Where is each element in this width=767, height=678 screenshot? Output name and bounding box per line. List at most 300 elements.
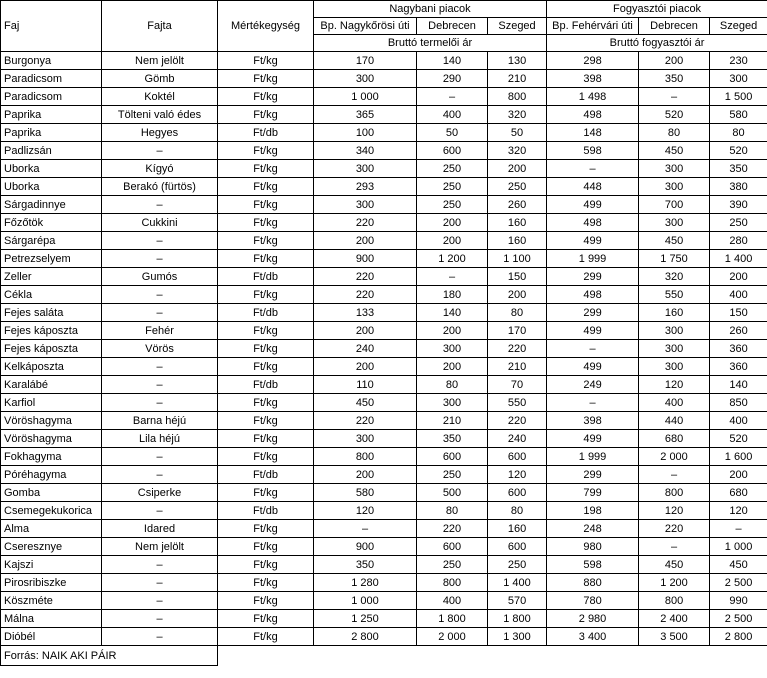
cell-unit: Ft/kg — [218, 178, 314, 196]
cell-unit: Ft/kg — [218, 610, 314, 628]
table-row — [1, 466, 767, 484]
cell-wholesale-bp: 293 — [314, 178, 417, 196]
cell-unit: Ft/db — [218, 502, 314, 520]
cell-consumer-szeged: 2 500 — [710, 574, 767, 592]
header-faj: Faj — [1, 1, 102, 52]
cell-wholesale-bp: 300 — [314, 196, 417, 214]
cell-wholesale-bp: 220 — [314, 286, 417, 304]
cell-faj: Fejes saláta — [1, 304, 102, 322]
cell-wholesale-szeged: 1 300 — [488, 628, 547, 646]
cell-wholesale-debrecen: 200 — [417, 358, 488, 376]
cell-wholesale-szeged: 550 — [488, 394, 547, 412]
cell-unit: Ft/kg — [218, 592, 314, 610]
cell-faj: Paprika — [1, 124, 102, 142]
cell-consumer-szeged: 230 — [710, 52, 767, 70]
cell-faj: Paprika — [1, 106, 102, 124]
cell-wholesale-debrecen: 500 — [417, 484, 488, 502]
cell-consumer-debrecen: 300 — [639, 214, 710, 232]
cell-consumer-bp: – — [547, 394, 639, 412]
cell-consumer-szeged: 520 — [710, 430, 767, 448]
cell-consumer-debrecen: 700 — [639, 196, 710, 214]
cell-consumer-bp: 1 999 — [547, 448, 639, 466]
cell-faj: Málna — [1, 610, 102, 628]
cell-wholesale-bp: 170 — [314, 52, 417, 70]
cell-wholesale-debrecen: 400 — [417, 106, 488, 124]
cell-consumer-debrecen: 2 400 — [639, 610, 710, 628]
cell-faj: Padlizsán — [1, 142, 102, 160]
cell-wholesale-bp: 220 — [314, 268, 417, 286]
cell-consumer-bp: 498 — [547, 286, 639, 304]
cell-consumer-bp: 299 — [547, 268, 639, 286]
cell-consumer-bp: 780 — [547, 592, 639, 610]
cell-unit: Ft/kg — [218, 628, 314, 646]
cell-wholesale-szeged: 220 — [488, 412, 547, 430]
cell-consumer-szeged: 80 — [710, 124, 767, 142]
table-row — [1, 574, 767, 592]
header-consumer-group: Fogyasztói piacok — [547, 1, 767, 18]
cell-fajta: Cukkini — [102, 214, 218, 232]
cell-wholesale-debrecen: 250 — [417, 178, 488, 196]
footer-blank — [218, 646, 767, 666]
cell-consumer-szeged: 1 000 — [710, 538, 767, 556]
cell-consumer-bp: 1 498 — [547, 88, 639, 106]
cell-faj: Kelkáposzta — [1, 358, 102, 376]
cell-unit: Ft/db — [218, 466, 314, 484]
cell-consumer-szeged: 400 — [710, 286, 767, 304]
table-row — [1, 160, 767, 178]
cell-fajta: – — [102, 574, 218, 592]
cell-fajta: Csiperke — [102, 484, 218, 502]
cell-consumer-debrecen: 300 — [639, 358, 710, 376]
cell-consumer-szeged: 150 — [710, 304, 767, 322]
table-row — [1, 484, 767, 502]
cell-consumer-debrecen: 300 — [639, 160, 710, 178]
cell-wholesale-szeged: 160 — [488, 214, 547, 232]
cell-consumer-bp: 499 — [547, 358, 639, 376]
cell-consumer-szeged: 1 600 — [710, 448, 767, 466]
cell-consumer-bp: 299 — [547, 466, 639, 484]
cell-fajta: – — [102, 556, 218, 574]
cell-faj: Burgonya — [1, 52, 102, 70]
table-row — [1, 178, 767, 196]
cell-consumer-debrecen: 1 750 — [639, 250, 710, 268]
cell-wholesale-debrecen: 250 — [417, 556, 488, 574]
cell-wholesale-debrecen: 600 — [417, 448, 488, 466]
table-row — [1, 196, 767, 214]
cell-wholesale-szeged: 250 — [488, 178, 547, 196]
table-row — [1, 628, 767, 646]
cell-wholesale-debrecen: 180 — [417, 286, 488, 304]
cell-faj: Karfiol — [1, 394, 102, 412]
cell-consumer-debrecen: 120 — [639, 376, 710, 394]
table-row — [1, 304, 767, 322]
cell-consumer-debrecen: 300 — [639, 178, 710, 196]
cell-fajta: – — [102, 232, 218, 250]
cell-faj: Cékla — [1, 286, 102, 304]
cell-wholesale-szeged: 600 — [488, 484, 547, 502]
cell-faj: Sárgarépa — [1, 232, 102, 250]
cell-consumer-debrecen: 300 — [639, 322, 710, 340]
cell-wholesale-szeged: 200 — [488, 286, 547, 304]
cell-wholesale-debrecen: 290 — [417, 70, 488, 88]
cell-wholesale-debrecen: 800 — [417, 574, 488, 592]
cell-wholesale-szeged: 200 — [488, 160, 547, 178]
cell-consumer-bp: 880 — [547, 574, 639, 592]
cell-wholesale-bp: 110 — [314, 376, 417, 394]
cell-wholesale-bp: 350 — [314, 556, 417, 574]
cell-unit: Ft/kg — [218, 520, 314, 538]
table-row — [1, 430, 767, 448]
cell-wholesale-bp: 200 — [314, 466, 417, 484]
cell-faj: Köszméte — [1, 592, 102, 610]
cell-wholesale-szeged: 160 — [488, 520, 547, 538]
cell-unit: Ft/db — [218, 124, 314, 142]
cell-unit: Ft/kg — [218, 160, 314, 178]
cell-consumer-szeged: 520 — [710, 142, 767, 160]
cell-consumer-debrecen: – — [639, 538, 710, 556]
cell-consumer-bp: 198 — [547, 502, 639, 520]
cell-consumer-szeged: 300 — [710, 70, 767, 88]
cell-consumer-bp: 249 — [547, 376, 639, 394]
header-wholesale-col: Bp. Nagykőrösi úti — [314, 18, 417, 35]
table-row — [1, 52, 767, 70]
cell-consumer-debrecen: 120 — [639, 502, 710, 520]
cell-unit: Ft/kg — [218, 88, 314, 106]
cell-wholesale-szeged: 150 — [488, 268, 547, 286]
table-row — [1, 214, 767, 232]
cell-faj: Uborka — [1, 160, 102, 178]
cell-faj: Póréhagyma — [1, 466, 102, 484]
cell-wholesale-bp: 1 000 — [314, 88, 417, 106]
cell-wholesale-szeged: 1 800 — [488, 610, 547, 628]
cell-wholesale-debrecen: 220 — [417, 520, 488, 538]
table-row — [1, 448, 767, 466]
cell-wholesale-bp: 2 800 — [314, 628, 417, 646]
cell-wholesale-bp: 200 — [314, 358, 417, 376]
cell-wholesale-szeged: 80 — [488, 502, 547, 520]
cell-wholesale-bp: 1 280 — [314, 574, 417, 592]
table-row — [1, 268, 767, 286]
cell-consumer-bp: – — [547, 160, 639, 178]
cell-wholesale-debrecen: 600 — [417, 142, 488, 160]
cell-fajta: – — [102, 250, 218, 268]
cell-wholesale-bp: 200 — [314, 232, 417, 250]
cell-faj: Fejes káposzta — [1, 340, 102, 358]
cell-consumer-szeged: 580 — [710, 106, 767, 124]
cell-faj: Cseresznye — [1, 538, 102, 556]
cell-wholesale-szeged: 260 — [488, 196, 547, 214]
cell-unit: Ft/kg — [218, 142, 314, 160]
table-row — [1, 538, 767, 556]
cell-consumer-debrecen: 450 — [639, 232, 710, 250]
table-row — [1, 520, 767, 538]
cell-unit: Ft/kg — [218, 286, 314, 304]
cell-faj: Karalábé — [1, 376, 102, 394]
cell-consumer-szeged: 1 500 — [710, 88, 767, 106]
cell-wholesale-debrecen: 200 — [417, 322, 488, 340]
cell-consumer-szeged: 380 — [710, 178, 767, 196]
cell-wholesale-debrecen: 400 — [417, 592, 488, 610]
cell-faj: Fokhagyma — [1, 448, 102, 466]
cell-consumer-debrecen: 1 200 — [639, 574, 710, 592]
cell-consumer-bp: 980 — [547, 538, 639, 556]
cell-consumer-debrecen: 440 — [639, 412, 710, 430]
cell-wholesale-szeged: 570 — [488, 592, 547, 610]
cell-fajta: Nem jelölt — [102, 538, 218, 556]
cell-wholesale-bp: 220 — [314, 214, 417, 232]
cell-consumer-bp: 499 — [547, 322, 639, 340]
cell-fajta: – — [102, 286, 218, 304]
cell-unit: Ft/kg — [218, 322, 314, 340]
table-row — [1, 358, 767, 376]
cell-wholesale-szeged: 600 — [488, 538, 547, 556]
cell-unit: Ft/kg — [218, 250, 314, 268]
header-wholesale-group: Nagybani piacok — [314, 1, 547, 18]
cell-consumer-debrecen: 200 — [639, 52, 710, 70]
cell-consumer-debrecen: 450 — [639, 142, 710, 160]
cell-wholesale-szeged: 210 — [488, 70, 547, 88]
table-row — [1, 124, 767, 142]
cell-unit: Ft/kg — [218, 70, 314, 88]
cell-consumer-szeged: 390 — [710, 196, 767, 214]
table-row — [1, 502, 767, 520]
cell-consumer-debrecen: 680 — [639, 430, 710, 448]
cell-fajta: – — [102, 466, 218, 484]
cell-wholesale-szeged: 320 — [488, 142, 547, 160]
cell-faj: Petrezselyem — [1, 250, 102, 268]
cell-consumer-debrecen: 220 — [639, 520, 710, 538]
cell-wholesale-debrecen: 1 800 — [417, 610, 488, 628]
cell-consumer-bp: 498 — [547, 214, 639, 232]
cell-wholesale-debrecen: 200 — [417, 232, 488, 250]
cell-faj: Uborka — [1, 178, 102, 196]
cell-fajta: Idared — [102, 520, 218, 538]
table-row — [1, 412, 767, 430]
cell-consumer-bp: 298 — [547, 52, 639, 70]
cell-wholesale-debrecen: 50 — [417, 124, 488, 142]
cell-consumer-debrecen: 800 — [639, 592, 710, 610]
cell-consumer-bp: 498 — [547, 106, 639, 124]
cell-consumer-debrecen: 550 — [639, 286, 710, 304]
cell-wholesale-debrecen: – — [417, 268, 488, 286]
cell-wholesale-szeged: 160 — [488, 232, 547, 250]
cell-consumer-szeged: 400 — [710, 412, 767, 430]
cell-wholesale-bp: 800 — [314, 448, 417, 466]
cell-consumer-szeged: 250 — [710, 214, 767, 232]
cell-wholesale-debrecen: 250 — [417, 160, 488, 178]
cell-wholesale-bp: 133 — [314, 304, 417, 322]
table-row — [1, 376, 767, 394]
cell-wholesale-szeged: 170 — [488, 322, 547, 340]
cell-consumer-szeged: 200 — [710, 466, 767, 484]
header-consumer-col: Szeged — [710, 18, 767, 35]
cell-consumer-szeged: 360 — [710, 340, 767, 358]
cell-fajta: Vörös — [102, 340, 218, 358]
cell-fajta: Tölteni való édes — [102, 106, 218, 124]
cell-consumer-debrecen: 800 — [639, 484, 710, 502]
cell-wholesale-bp: 220 — [314, 412, 417, 430]
cell-wholesale-szeged: 220 — [488, 340, 547, 358]
table-row — [1, 286, 767, 304]
cell-faj: Csemegekukorica — [1, 502, 102, 520]
cell-faj: Fejes káposzta — [1, 322, 102, 340]
cell-consumer-szeged: 2 500 — [710, 610, 767, 628]
table-row — [1, 340, 767, 358]
cell-unit: Ft/kg — [218, 484, 314, 502]
cell-fajta: Koktél — [102, 88, 218, 106]
cell-fajta: Gömb — [102, 70, 218, 88]
table-row — [1, 232, 767, 250]
cell-consumer-debrecen: 160 — [639, 304, 710, 322]
cell-unit: Ft/kg — [218, 358, 314, 376]
cell-fajta: Berakó (fürtös) — [102, 178, 218, 196]
cell-wholesale-debrecen: 140 — [417, 304, 488, 322]
cell-faj: Vöröshagyma — [1, 430, 102, 448]
source-note: Forrás: NAIK AKI PÁIR — [1, 646, 218, 666]
cell-faj: Gomba — [1, 484, 102, 502]
cell-unit: Ft/kg — [218, 232, 314, 250]
cell-wholesale-szeged: 1 100 — [488, 250, 547, 268]
table-row — [1, 70, 767, 88]
cell-faj: Zeller — [1, 268, 102, 286]
cell-wholesale-bp: 300 — [314, 70, 417, 88]
cell-wholesale-debrecen: 1 200 — [417, 250, 488, 268]
cell-fajta: – — [102, 196, 218, 214]
cell-wholesale-bp: 900 — [314, 250, 417, 268]
cell-unit: Ft/kg — [218, 430, 314, 448]
cell-wholesale-bp: 365 — [314, 106, 417, 124]
cell-consumer-bp: 1 999 — [547, 250, 639, 268]
cell-unit: Ft/kg — [218, 394, 314, 412]
cell-consumer-bp: 248 — [547, 520, 639, 538]
cell-fajta: Lila héjú — [102, 430, 218, 448]
cell-unit: Ft/kg — [218, 538, 314, 556]
cell-unit: Ft/kg — [218, 214, 314, 232]
cell-consumer-szeged: 2 800 — [710, 628, 767, 646]
cell-unit: Ft/kg — [218, 556, 314, 574]
cell-fajta: – — [102, 628, 218, 646]
cell-consumer-szeged: 680 — [710, 484, 767, 502]
table-body — [1, 52, 767, 646]
cell-wholesale-debrecen: 140 — [417, 52, 488, 70]
cell-wholesale-szeged: 250 — [488, 556, 547, 574]
cell-wholesale-bp: 120 — [314, 502, 417, 520]
cell-fajta: – — [102, 592, 218, 610]
cell-consumer-debrecen: 400 — [639, 394, 710, 412]
cell-wholesale-bp: 300 — [314, 430, 417, 448]
cell-wholesale-szeged: 600 — [488, 448, 547, 466]
cell-unit: Ft/db — [218, 304, 314, 322]
cell-faj: Paradicsom — [1, 88, 102, 106]
table-row — [1, 556, 767, 574]
cell-consumer-bp: – — [547, 340, 639, 358]
cell-faj: Főzőtök — [1, 214, 102, 232]
cell-fajta: – — [102, 376, 218, 394]
cell-wholesale-debrecen: 80 — [417, 376, 488, 394]
cell-consumer-bp: 299 — [547, 304, 639, 322]
cell-consumer-bp: 3 400 — [547, 628, 639, 646]
cell-consumer-szeged: 350 — [710, 160, 767, 178]
cell-unit: Ft/kg — [218, 340, 314, 358]
cell-fajta: – — [102, 448, 218, 466]
cell-wholesale-bp: 900 — [314, 538, 417, 556]
cell-consumer-debrecen: 3 500 — [639, 628, 710, 646]
cell-consumer-szeged: 360 — [710, 358, 767, 376]
cell-consumer-szeged: 120 — [710, 502, 767, 520]
cell-fajta: – — [102, 358, 218, 376]
cell-wholesale-bp: 1 000 — [314, 592, 417, 610]
header-consumer-col: Debrecen — [639, 18, 710, 35]
cell-consumer-bp: 598 — [547, 142, 639, 160]
cell-wholesale-szeged: 120 — [488, 466, 547, 484]
cell-faj: Kajszi — [1, 556, 102, 574]
cell-fajta: Nem jelölt — [102, 52, 218, 70]
cell-wholesale-debrecen: 350 — [417, 430, 488, 448]
cell-consumer-bp: 499 — [547, 196, 639, 214]
cell-wholesale-bp: 450 — [314, 394, 417, 412]
table-row — [1, 610, 767, 628]
cell-wholesale-szeged: 210 — [488, 358, 547, 376]
header-consumer-col: Bp. Fehérvári úti — [547, 18, 639, 35]
cell-wholesale-debrecen: 300 — [417, 340, 488, 358]
cell-faj: Dióbél — [1, 628, 102, 646]
table-row — [1, 592, 767, 610]
cell-wholesale-debrecen: 200 — [417, 214, 488, 232]
cell-wholesale-debrecen: 2 000 — [417, 628, 488, 646]
cell-wholesale-szeged: 1 400 — [488, 574, 547, 592]
cell-consumer-bp: 2 980 — [547, 610, 639, 628]
cell-unit: Ft/kg — [218, 196, 314, 214]
cell-consumer-szeged: 260 — [710, 322, 767, 340]
cell-consumer-szeged: 280 — [710, 232, 767, 250]
cell-unit: Ft/kg — [218, 52, 314, 70]
cell-wholesale-debrecen: 210 — [417, 412, 488, 430]
cell-wholesale-szeged: 80 — [488, 304, 547, 322]
cell-consumer-bp: 499 — [547, 430, 639, 448]
cell-wholesale-debrecen: 250 — [417, 196, 488, 214]
cell-wholesale-debrecen: – — [417, 88, 488, 106]
cell-fajta: Kígyó — [102, 160, 218, 178]
table-row — [1, 322, 767, 340]
cell-consumer-bp: 499 — [547, 232, 639, 250]
cell-fajta: – — [102, 394, 218, 412]
cell-wholesale-szeged: 240 — [488, 430, 547, 448]
cell-wholesale-szeged: 70 — [488, 376, 547, 394]
header-consumer-sub: Bruttó fogyasztói ár — [547, 35, 767, 52]
cell-consumer-debrecen: – — [639, 466, 710, 484]
cell-wholesale-debrecen: 300 — [417, 394, 488, 412]
cell-unit: Ft/kg — [218, 106, 314, 124]
cell-wholesale-bp: 300 — [314, 160, 417, 178]
cell-consumer-debrecen: 350 — [639, 70, 710, 88]
table-row — [1, 88, 767, 106]
cell-unit: Ft/kg — [218, 412, 314, 430]
cell-fajta: – — [102, 502, 218, 520]
cell-consumer-bp: 799 — [547, 484, 639, 502]
cell-consumer-szeged: 1 400 — [710, 250, 767, 268]
header-wholesale-col: Debrecen — [417, 18, 488, 35]
table-row — [1, 106, 767, 124]
cell-consumer-bp: 398 — [547, 412, 639, 430]
cell-fajta: Barna héjú — [102, 412, 218, 430]
cell-faj: Pirosribiszke — [1, 574, 102, 592]
cell-consumer-szeged: 450 — [710, 556, 767, 574]
cell-faj: Vöröshagyma — [1, 412, 102, 430]
cell-consumer-bp: 398 — [547, 70, 639, 88]
cell-consumer-szeged: 990 — [710, 592, 767, 610]
cell-consumer-debrecen: 80 — [639, 124, 710, 142]
cell-wholesale-debrecen: 80 — [417, 502, 488, 520]
